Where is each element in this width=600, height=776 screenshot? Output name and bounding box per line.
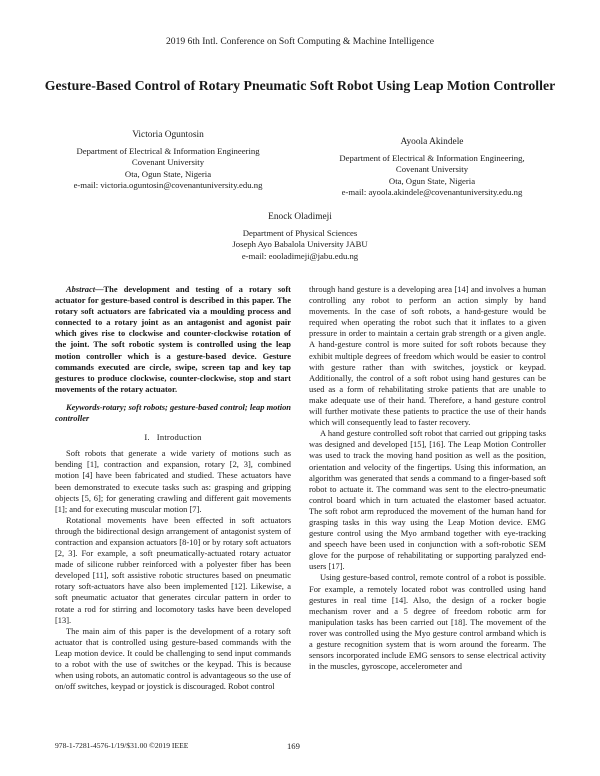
author-city: Ota, Ogun State, Nigeria xyxy=(388,175,476,186)
author-dept: Department of Physical Sciences xyxy=(242,227,358,238)
paragraph: Soft robots that generate a wide variety of motions such as bending [1], contraction and expansion, rotary [2, 3], combined motion [4] have been fabricated and studied. These actuators have been demonstrated to execute tasks such as: grasping and gripping objects [5, 6]; for generating crawling and different gait movements [1]; and for executing muscular motion [7]. xyxy=(55,448,291,514)
paper-title: Gesture-Based Control of Rotary Pneumatic Soft Robot Using Leap Motion Controller xyxy=(44,78,556,93)
author-block-1 xyxy=(50,130,286,192)
section-heading xyxy=(55,432,291,443)
author-email: e-mail: eooladimeji@jabu.edu.ng xyxy=(241,250,359,261)
author-dept: Department of Electrical & Information Engineering xyxy=(76,145,260,156)
author-org: Joseph Ayo Babalola University JABU xyxy=(232,239,368,250)
abstract xyxy=(55,284,291,395)
paragraph: A hand gesture controlled soft robot that carried out gripping tasks was designed and developed [15], [16]. The Leap Motion Controller was used to track the moving hand position as well as the position, orientation and velocity of the fingertips. Using this information, an algorithm was generated that sends a command to a finger-based soft robot to actuate it. The command was sent to the electro-pneumatic control board which in turn actuated the elastomer based actuator. The soft robot arm reproduced the movement of the human hand for grasping tasks in this way using the Leap Motion device. EMG gesture control using the Myo armband together with eye-tracking and speech have been used in conjunction with a soft-robotic SEM glove for the purpose of rehabilitating or supporting paralyzed end-users [17]. xyxy=(309,428,546,572)
author-name: Victoria Oguntosin xyxy=(132,130,204,140)
keywords-text: -rotary; soft robots; gesture-based control; leap motion controller xyxy=(55,401,291,424)
section-title: Introduction xyxy=(156,432,202,443)
paragraph: The main aim of this paper is the development of a rotary soft actuator that is controlled using gesture-based commands with the Leap motion device. It could be challenging to send input commands to a robot with the use of switches or the keypad. This is because when using robots, an automatic control is advantageous so the use of on/off switches, keypad or joystick is discouraged. Robot control xyxy=(55,625,291,692)
conference-header: 2019 6th Intl. Conference on Soft Computing & Machine Intelligence xyxy=(165,36,435,47)
paragraph: through hand gesture is a developing area [14] and involves a human controlling any robot to perform an action simply by hand movements. In the case of soft robots, a hand-gesture would be required when operating the robot such that it inflates to a given pressure in order to maintain a certain grab strength or a given angle. A hand-gesture control is more suited for soft robots because they exhibit multiple degrees of freedom which would be easier to control with gesture rather than with switches, joystick or keypad. Additionally, the control of a soft robot using hand gestures can be used as a form of rehabilitating stroke patients that are unable to make adequate use of their hand. Therefore, a hand gesture control will further motivate these patients to practice the use of their hands which will consequently lead to faster recovery. xyxy=(309,284,546,428)
keywords-label: Keywords xyxy=(66,401,100,412)
author-block-3 xyxy=(150,212,450,262)
page-number: 169 xyxy=(287,741,300,751)
author-email: e-mail: ayoola.akindele@covenantuniversity.edu.ng xyxy=(341,187,523,198)
abstract-label: Abstract xyxy=(66,284,96,294)
right-column xyxy=(309,284,546,672)
author-org: Covenant University xyxy=(395,164,469,175)
author-name: Enock Oladimeji xyxy=(268,212,332,222)
left-column xyxy=(55,284,291,692)
keywords xyxy=(55,402,291,424)
footer-isbn: 978-1-7281-4576-1/19/$31.00 ©2019 IEEE xyxy=(55,741,189,750)
section-number: I. xyxy=(144,432,150,443)
paragraph: Using gesture-based control, remote control of a robot is possible. For example, a remotely located robot was controlled using hand gestures in real time [14]. Also, the design of a rocker bogie mechanism rover and a 5 degree of freedom robotic arm for manipulation tasks has been carried out [18]. The movement of the rover was controlled using the Myo gesture control armband which is a gesture recognition system that is worn around the forearm. The sensors incorporated include EMG sensors to sense electrical activity in the muscles, gyroscope, accelerometer and xyxy=(309,572,546,672)
author-city: Ota, Ogun State, Nigeria xyxy=(124,168,212,179)
author-dept: Department of Electrical & Information Engineering, xyxy=(339,152,525,163)
abstract-text: —The development and testing of a rotary soft actuator for gesture-based control is described in this paper. The rotary soft actuators are fabricated via a moulding process and connected to a rotary joint as an antagonist and agonist pair which gives rise to clockwise and counter-clockwise rotation of the joint. The soft robotic system is controlled using the leap motion controller which is a gesture-based device. Gesture commands executed are circle, swipe, screen tap and key tap gestures to produce clockwise, counter-clockwise, stop and start movements of the rotary actuator. xyxy=(55,284,291,394)
author-email: e-mail: victoria.oguntosin@covenantuniversity.edu.ng xyxy=(73,180,263,191)
author-org: Covenant University xyxy=(131,157,205,168)
author-name: Ayoola Akindele xyxy=(400,137,464,147)
paragraph: Rotational movements have been effected in soft actuators through the bidirectional design arrangement of antagonist system of contraction and expansion actuators [8-10] or by rotary soft actuators [2, 3]. For example, a soft pneumatically-actuated rotary actuator made of silicone rubber reinforced with a polyester fiber has been developed [11], soft assistive robotic structures based on pneumatic rotary soft-actuators have also been implemented [12]. Likewise, a soft pneumatic actuator that generates circular pattern in order to rotate a rod for stirring and locomotory tasks have been developed [13]. xyxy=(55,514,291,625)
author-block-2 xyxy=(314,137,550,199)
